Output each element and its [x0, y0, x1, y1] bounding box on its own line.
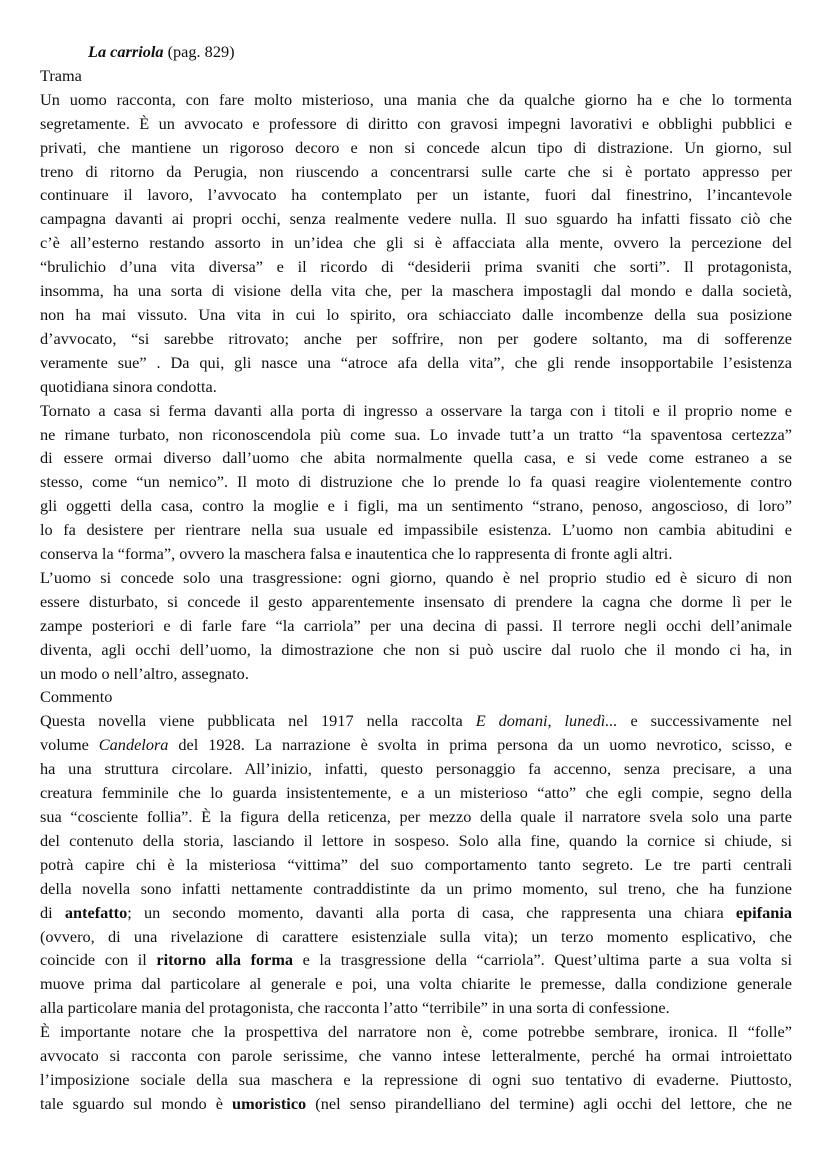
- story-title: La carriola: [88, 42, 164, 61]
- text-line: zampe posteriori e di farle fare “la carriola” per una decina di passi. Il terrore negli occhi dell’animale: [40, 615, 792, 635]
- text-line: della novella sono infatti nettamente contraddistinte da un primo momento, sul treno, che ha funzione: [40, 878, 792, 898]
- text-line: “brulichio d’una vita diversa” e il ricordo di “desiderii prima svaniti che sorti”. Il protagonista,: [40, 257, 792, 277]
- text-run: del 1928. La narrazione è svolta in prima persona da un uomo nevrotico, scisso, e: [168, 735, 792, 755]
- text-line: essere disturbato, si concede il gesto apparentemente insensato di prendere la cagna che dorme lì per le: [40, 591, 792, 611]
- keyword-epifania: epifania: [735, 902, 792, 922]
- text-line: lo fa desistere per rientrare nella sua usuale ed impassibile esistenza. L’uomo non cambia abitudini e: [40, 520, 792, 540]
- text-line: del contenuto della storia, lasciando il lettore in sospeso. Solo alla fine, quando la cornice si chiude, si: [40, 830, 792, 850]
- text-run: ; un secondo momento, davanti alla porta di casa, che rappresenta una chiara: [127, 902, 736, 922]
- keyword-antefatto: antefatto: [64, 902, 128, 922]
- text-line: (ovvero, di una rivelazione di carattere esistenziale sulla vita); un terzo momento esplicativo, che: [40, 926, 792, 946]
- text-line: [40, 709, 792, 733]
- text-line: quotidiana sinora condotta.: [40, 376, 217, 396]
- commento-paragraph: [40, 709, 792, 1115]
- text-run: di: [40, 902, 65, 922]
- text-line: ne rimane turbato, non riconoscendola più come sua. Lo invade tutt’a un tratto “la spaventosa certezza”: [40, 424, 792, 444]
- text-run: coincide con il: [40, 950, 157, 970]
- text-line: diventa, agli occhi dell’uomo, la dimostrazione che non si può uscire dal ruolo che il mondo ci ha, in: [40, 639, 792, 659]
- text-line: l’imposizione sociale della sua maschera e la repressione di ogni suo tentativo di evaderne. Piuttosto,: [40, 1069, 792, 1089]
- text-line: stesso, come “un nemico”. Il moto di distruzione che lo prende lo fa quasi reagire violentemente contro: [40, 472, 792, 492]
- text-line: un modo o nell’altro, assegnato.: [40, 663, 249, 683]
- text-line: creatura femminile che lo guarda insistentemente, e a un misterioso “atto” che egli compie, segno della: [40, 783, 792, 803]
- text-line: di essere ormai diverso dall’uomo che abita normalmente quella casa, e si vede come estraneo a se: [40, 448, 792, 468]
- text-line: veramente sue” . Da qui, gli nasce una “atroce afa della vita”, che gli rende insopportabile l’esistenza: [40, 352, 792, 372]
- text-run: volume: [40, 735, 99, 755]
- text-line: d’avvocato, “si sarebbe ritrovato; anche per soffrire, non per godere soltanto, ma di sofferenze: [40, 328, 792, 348]
- text-line: [40, 948, 792, 972]
- text-line: [40, 1092, 792, 1116]
- text-line: continuare il lavoro, l’avvocato ha contemplato per un istante, fuori dal finestrino, l’incantevole: [40, 185, 792, 205]
- text-line: gli oggetti della casa, contro la moglie e i figli, ma un sentimento “strano, penoso, angoscioso, di loro”: [40, 496, 792, 516]
- trama-paragraph: [40, 88, 792, 686]
- document-page: [40, 40, 792, 1116]
- text-line: campagna davanti ai propri occhi, senza realmente vedere nulla. Il suo sguardo ha infatti fissato ciò che: [40, 209, 792, 229]
- text-line: non ha mai vissuto. Una vita in cui lo spirito, ora schiacciato dalle incombenze della sua posizione: [40, 304, 792, 324]
- text-line: conserva la “forma”, ovvero la maschera falsa e inautentica che lo rappresenta di fronte agli altri.: [40, 544, 673, 564]
- keyword-umoristico: umoristico: [232, 1093, 307, 1113]
- text-line: potrà capire chi è la misteriosa “vittima” del suo comportamento tanto segreto. Le tre parti centrali: [40, 854, 792, 874]
- text-run: e successivamente nel: [617, 711, 793, 731]
- text-line: [40, 733, 792, 757]
- text-run: tale sguardo sul mondo è: [40, 1093, 233, 1113]
- collection-title: E domani, lunedì...: [475, 711, 618, 731]
- text-line: Tornato a casa si ferma davanti alla porta di ingresso a osservare la targa con i titoli e il proprio nome e: [40, 400, 792, 420]
- text-line: Un uomo racconta, con fare molto misterioso, una mania che da qualche giorno ha e che lo tormenta: [40, 89, 792, 109]
- text-run: Questa novella viene pubblicata nel 1917 nella raccolta: [40, 711, 476, 731]
- text-line: privati, che mantiene un rigoroso decoro e non si concede alcun tipo di distrazione. Un giorno, sul: [40, 137, 792, 157]
- story-heading: [40, 40, 792, 64]
- text-line: treno di ritorno da Perugia, non riuscendo a concentrarsi sulle carte che si è portato appresso per: [40, 161, 792, 181]
- text-line: insomma, ha una sorta di visione della vita che, per la maschera impostagli dal mondo e dalla società,: [40, 281, 792, 301]
- keyword-ritorno-alla-forma: ritorno alla forma: [156, 950, 294, 970]
- text-line: L’uomo si concede solo una trasgressione: ogni giorno, quando è nel proprio studio ed è sicuro di non: [40, 567, 792, 587]
- text-line: [40, 901, 792, 925]
- text-line: avvocato si racconta con parole serissime, che vanno intese letteralmente, perché ha ormai introiettato: [40, 1046, 792, 1066]
- text-run: (nel senso pirandelliano del termine) agli occhi del lettore, che ne: [306, 1093, 792, 1113]
- text-line: ha una struttura circolare. All’inizio, infatti, questo personaggio fa accenno, senza precisare, a una: [40, 759, 792, 779]
- volume-title: Candelora: [98, 735, 169, 755]
- section-label-trama: Trama: [40, 65, 82, 85]
- text-line: È importante notare che la prospettiva del narratore non è, come potrebbe sembrare, ironica. Il “folle”: [40, 1022, 792, 1042]
- text-line: segretamente. È un avvocato e professore di diritto con gravosi impegni lavorativi e obblighi pubblici e: [40, 113, 792, 133]
- page-reference: (pag. 829): [167, 42, 235, 61]
- text-line: c’è all’esterno restando assorto in un’idea che gli si è affacciata alla mente, ovvero la percezione del: [40, 233, 792, 253]
- text-line: sua “cosciente follia”. È la figura della reticenza, per mezzo della quale il narratore svela solo una parte: [40, 807, 792, 826]
- text-run: e la trasgressione della “carriola”. Quest’ultima parte a sua volta si: [293, 950, 792, 970]
- section-label-commento: Commento: [40, 687, 113, 707]
- text-line: alla particolare mania del protagonista, che racconta l’atto “terribile” in una sorta di confessione.: [40, 998, 670, 1018]
- text-line: muove prima dal particolare al generale e poi, una volta chiarite le premesse, dalla condizione generale: [40, 974, 792, 994]
